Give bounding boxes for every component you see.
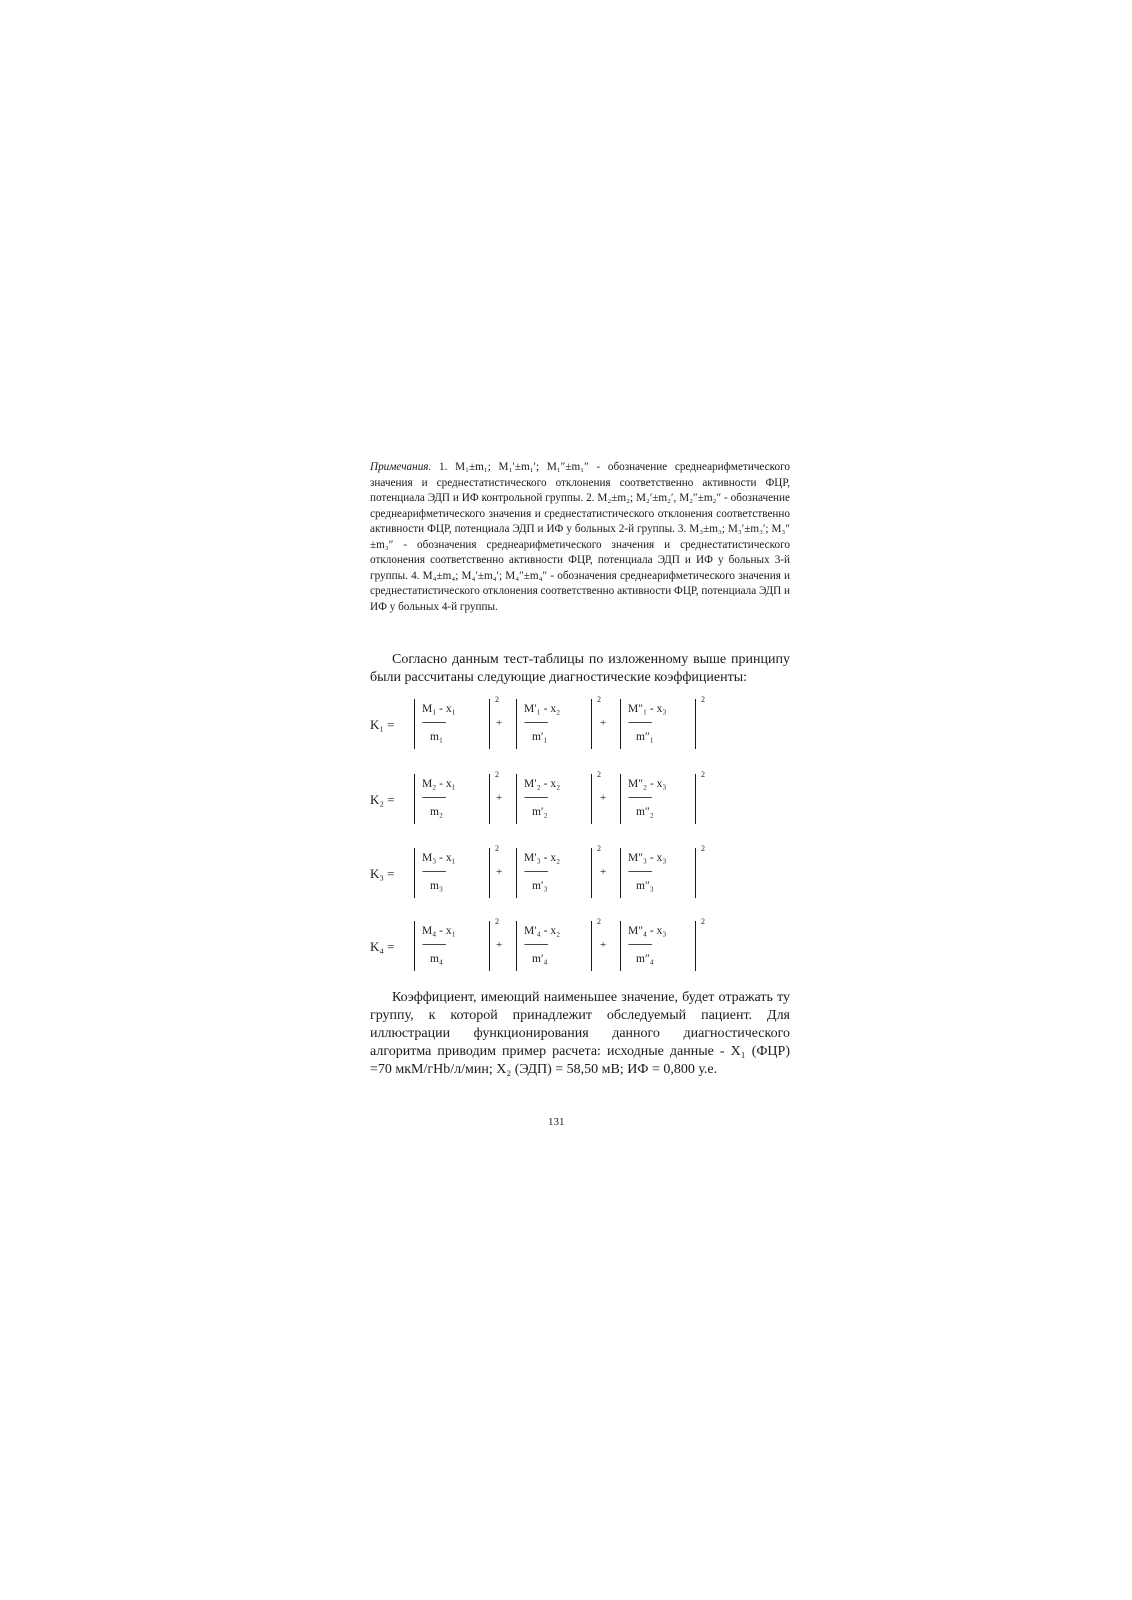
term-numerator: M″₁ - x₃ <box>628 703 667 715</box>
exponent: 2 <box>597 917 601 926</box>
term-numerator: M″₄ - x₃ <box>628 925 667 937</box>
term-numerator: M₄ - x₁ <box>422 925 456 937</box>
fraction-line: ---------- <box>422 939 446 950</box>
term-denominator: m₃ <box>430 880 443 892</box>
fraction-line: ---------- <box>422 866 446 877</box>
formula-k1 <box>370 697 790 757</box>
exponent: 2 <box>597 770 601 779</box>
formula-term <box>620 917 705 973</box>
plus-sign: + <box>600 717 607 729</box>
exponent: 2 <box>597 844 601 853</box>
exponent: 2 <box>495 917 499 926</box>
notes-lead: Примечания. <box>370 461 432 473</box>
term-numerator: M″₂ - x₃ <box>628 778 667 790</box>
fraction-line: ---------- <box>628 792 652 803</box>
term-denominator: m′₁ <box>532 731 548 743</box>
fraction-line: ---------- <box>524 866 548 877</box>
formula-term <box>620 844 705 900</box>
plus-sign: + <box>496 866 503 878</box>
formula-label: K₃ = <box>370 866 395 881</box>
formula-term <box>516 770 601 826</box>
exponent: 2 <box>495 844 499 853</box>
term-numerator: M′₄ - x₂ <box>524 925 561 937</box>
fraction-line: ---------- <box>628 939 652 950</box>
plus-sign: + <box>496 939 503 951</box>
term-denominator: m₄ <box>430 953 443 965</box>
formula-term <box>516 844 601 900</box>
formula-term <box>414 770 499 826</box>
fraction-line: ---------- <box>628 866 652 877</box>
formula-label: K₂ = <box>370 792 395 807</box>
formula-k2 <box>370 772 790 832</box>
formula-term <box>516 917 601 973</box>
formula-k4 <box>370 919 790 979</box>
intro-paragraph: Согласно данным тест-таблицы по изложенному выше принципу были рассчитаны следующие диагностические коэффициенты: <box>370 652 790 685</box>
conclusion-paragraph: Коэффициент, имеющий наименьшее значение, будет отражать ту группу, к которой принадлежит обследуемый пациент. Для иллюстрации функционирования данного диагностического алгоритма приводим пример расчета: исходные данные - X₁ (ФЦР) =70 мкМ/гHb/л/мин; X₂ (ЭДП) = 58,50 мВ; ИФ = 0,800 у.е. <box>370 990 790 1077</box>
notes-text: 1. M₁±m₁; M₁′±m₁′; M₁″±m₁″ - обозначение среднеарифметического значения и среднестатистического отклонения соответственно активности ФЦР, потенциала ЭДП и ИФ контрольной группы. 2. M₂±m₂; M₂′±m₂′, M₂″±m₂″ - обозначение среднеарифметического значения и среднестатистического отклонения соответственно активности ФЦР, потенциала ЭДП и ИФ у больных 2-й группы. 3. M₃±m₃; M₃′±m₃′; M₃″±m₃″ - обозначения среднеарифметического значения и среднестатистического отклонения соответственно активности ФЦР, потенциала ЭДП и ИФ у больных 3-й группы. 4. M₄±m₄; M₄′±m₄′; M₄″±m₄″ - обозначения среднеарифметического значения и среднестатистического отклонения соответственно активности ФЦР, потенциала ЭДП и ИФ у больных 4-й группы. <box>370 461 791 613</box>
formula-term <box>620 770 705 826</box>
term-denominator: m″₄ <box>636 953 654 965</box>
exponent: 2 <box>701 695 705 704</box>
term-numerator: M₃ - x₁ <box>422 852 456 864</box>
page-number: 131 <box>548 1116 565 1128</box>
formula-term <box>516 695 601 751</box>
fraction-line: ---------- <box>524 939 548 950</box>
fraction-line: ---------- <box>422 792 446 803</box>
term-numerator: M₁ - x₁ <box>422 703 456 715</box>
formula-k3 <box>370 846 790 906</box>
plus-sign: + <box>496 792 503 804</box>
formula-label: K₄ = <box>370 939 395 954</box>
term-denominator: m′₃ <box>532 880 548 892</box>
table-notes <box>370 460 790 615</box>
exponent: 2 <box>597 695 601 704</box>
term-denominator: m″₁ <box>636 731 654 743</box>
term-denominator: m₂ <box>430 806 443 818</box>
plus-sign: + <box>496 717 503 729</box>
plus-sign: + <box>600 792 607 804</box>
term-numerator: M″₃ - x₃ <box>628 852 667 864</box>
term-numerator: M′₃ - x₂ <box>524 852 561 864</box>
term-numerator: M′₁ - x₂ <box>524 703 561 715</box>
term-numerator: M′₂ - x₂ <box>524 778 561 790</box>
plus-sign: + <box>600 939 607 951</box>
term-denominator: m₁ <box>430 731 443 743</box>
formula-label: K₁ = <box>370 717 395 732</box>
formula-term <box>414 917 499 973</box>
term-denominator: m″₃ <box>636 880 654 892</box>
exponent: 2 <box>701 770 705 779</box>
term-denominator: m′₄ <box>532 953 548 965</box>
fraction-line: ---------- <box>628 717 652 728</box>
exponent: 2 <box>495 695 499 704</box>
plus-sign: + <box>600 866 607 878</box>
formula-term <box>620 695 705 751</box>
exponent: 2 <box>495 770 499 779</box>
term-denominator: m′₂ <box>532 806 548 818</box>
formula-term <box>414 844 499 900</box>
formula-term <box>414 695 499 751</box>
fraction-line: ---------- <box>422 717 446 728</box>
term-numerator: M₂ - x₁ <box>422 778 456 790</box>
term-denominator: m″₂ <box>636 806 654 818</box>
exponent: 2 <box>701 917 705 926</box>
fraction-line: ---------- <box>524 792 548 803</box>
fraction-line: ---------- <box>524 717 548 728</box>
exponent: 2 <box>701 844 705 853</box>
